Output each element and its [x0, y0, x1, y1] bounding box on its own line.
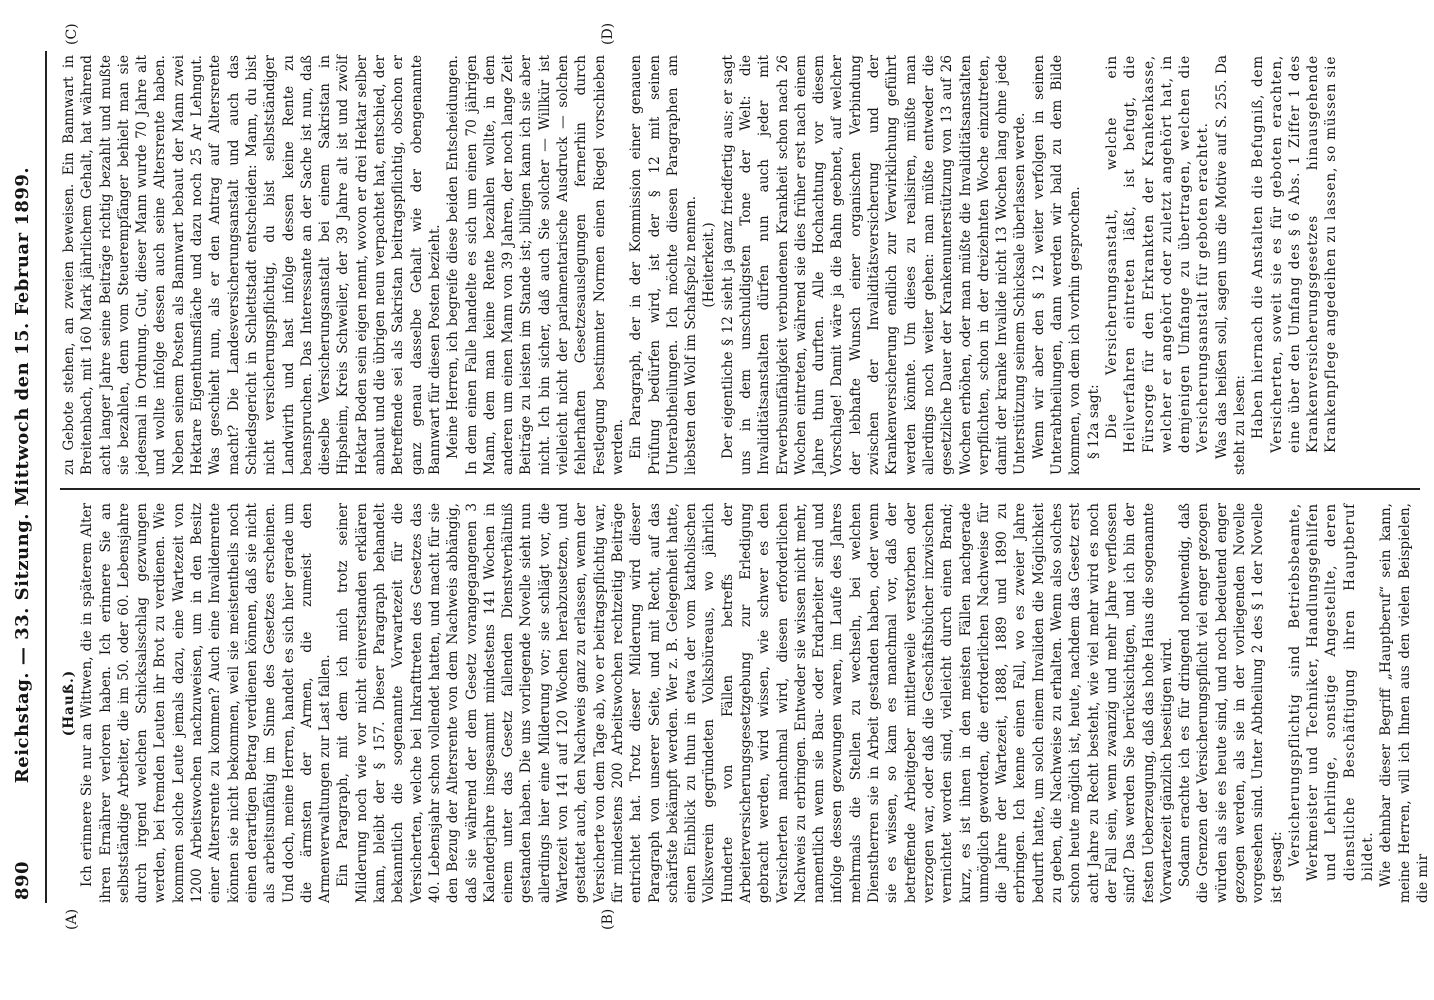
- header-rule: [45, 51, 47, 903]
- paragraph: Ein Paragraph, mit dem ich mich trotz seiner Milderung noch wie vor nicht einverstanden erklären kann, bleibt der § 157. Dieser Paragraph behandelt bekanntlich die sogenannte Vorwartezeit für die Versicherten, welche bei Inkrafttreten des Gesetzes das 40. Lebensjahr schon vollendet hatten, und macht für sie den Bezug der Altersrente von dem Nachweis abhängig, daß sie während der dem Gesetz vorangegangenen 3 Kalenderjahre insgesammt mindestens 141 Wochen in einem unter das Gesetz fallenden Dienstverhältniß gestanden haben. Die uns vorliegende Novelle sieht nun allerdings hier eine Milderung vor; sie schlägt vor, die Wartezeit von 141 auf 120 Wochen herabzusetzen, und gestattet auch, den Nachweis ganz zu erlassen, wenn der Versicherte von dem Tage ab, wo er beitragspflichtig war, für mindestens 200 Arbeitswochen rechtzeitig Beiträge entrichtet hat. Trotz dieser Milderung wird dieser Paragraph von unserer Seite, und mit Recht, auf das schärfste bekämpft werden. Wer z. B. Gelegenheit hatte, einen Einblick zu thun in etwa der vom katholischen Volksverein gegründeten Volksbüreaus, wo jährlich Hunderte von Fällen betreffs der Arbeiterversicherungsgesetzgebung zur Erledigung gebracht werden, wird wissen, wie schwer es den Versicherten manchmal wird, diesen erforderlichen Nachweis zu erbringen. Entweder sie wissen nicht mehr, namentlich wenn sie Bau- oder Erdarbeiter sind und infolge dessen gezwungen waren, im Laufe des Jahres mehrmals die Stellen zu wechseln, bei welchen Dienstherren sie in Arbeit gestanden haben, oder wenn sie es wissen, so kam es manchmal vor, daß der betreffende Arbeitgeber mittlerweile verstorben oder verzogen war, oder daß die Geschäftsbücher inzwischen vernichtet worden sind, vielleicht durch einen Brand; kurz, es ist ihnen in den meisten Fällen nachgerade unmöglich geworden, die erforderlichen Nachweise für die Jahre der Wartezeit, 1888, 1889 und 1890 zu erbringen. Ich kenne einen Fall, wo es zweier Jahre bedurft hatte, um solch einem Invaliden die Möglichkeit zu geben, die Nachweise zu erhalten. Wenn also solches schon heute möglich ist, heute, nachdem das Gesetz erst acht Jahre zu Recht besteht, wie viel mehr wird es noch der Fall sein, wenn zwanzig und mehr Jahre verflossen sind? Das werden Sie berücksichtigen, und ich bin der festen Ueberzeugung, daß das hohe Haus die sogenannte Vorwartezeit gänzlich beseitigen wird.: [335, 503, 1175, 903]
- page-header: [0, 50, 60, 900]
- speaker-label: (Hauß.): [61, 669, 77, 737]
- margin-marker-c: (C): [64, 23, 80, 45]
- left-column: [60, 503, 1431, 903]
- quoted-text: Haben hiernach die Anstalten die Befugniß, dem Versicherten, soweit sie es für geboten erachten, eine über den Umfang des § 6 Abs. 1 Ziffer 1 des Krankenversicherungsgesetzes hinausgehende Krankenpflege angedeihen zu lassen, so müssen sie: [1250, 55, 1340, 453]
- interjection: (Heiterkeit.): [701, 222, 718, 308]
- page-number: 890: [12, 860, 33, 900]
- column-divider: [60, 488, 1420, 490]
- paragraph: § 12a sagt:: [1085, 384, 1102, 459]
- paragraph: Wie dehnbar dieser Begriff „Hauptberuf“ sein kann, meine Herren, will ich Ihnen aus den vielen Beispielen, die mir: [1378, 503, 1431, 903]
- margin-marker-b: (B): [600, 908, 616, 930]
- paragraph: Ich erinnere Sie nur an Wittwen, die in späterem Alter ihren Ernährer verloren haben. Ich erinnere Sie an selbstständige Arbeiter, die im 50. oder 60. Lebensjahre durch irgend welchen Schicksalsschlag gezwungen werden, bei fremden Leuten ihr Brot zu verdienen. Wie kommen solche Leute jemals dazu, eine Wartezeit von 1200 Arbeitswochen nachzuweisen, um in den Besitz einer Altersrente zu kommen? Auch eine Invalidenrente können sie nicht bekommen, weil sie meistentheils noch einen derartigen Betrag verdienen können, daß sie nicht als arbeitsunfähig im Sinne des Gesetzes erscheinen. Und doch, meine Herren, handelt es sich hier gerade um die ärmsten der Armen, die zumeist den Armenverwaltungen zur Last fallen.: [79, 503, 334, 903]
- paragraph: Was das heißen soll, sagen uns die Motive auf S. 255. Da steht zu lesen:: [1213, 55, 1248, 475]
- quoted-text: Versicherungspflichtig sind Betriebsbeamte, Werkmeister und Techniker, Handlungsgehilfen und Lehrlinge, sonstige Angestellte, deren dienstliche Beschäftigung ihren Hauptberuf bildet.: [1286, 503, 1377, 881]
- quoted-text: Die Versicherungsanstalt, welche ein Heilverfahren eintreten läßt, ist befugt, die Fürsorge für den Erkrankten der Krankenkasse, welcher er angehört oder zuletzt angehört hat, in demjenigen Umfange zu übertragen, welchen die Versicherungsanstalt für geboten erachtet.: [1103, 55, 1212, 453]
- paragraph: Ein Paragraph, der in der Kommission einer genauen Prüfung bedürfen wird, ist der § 12 mit seinen Unterabtheilungen. Ich möchte diesen Paragraphen am liebsten den Wolf im Schafspelz nennen.: [628, 55, 700, 475]
- right-column: [60, 55, 1420, 475]
- margin-marker-d: (D): [600, 22, 616, 45]
- paragraph: Sodann erachte ich es für dringend nothwendig, daß die Grenzen der Versicherungspflicht viel enger gezogen würden als sie es heute sind, und noch bedeutend enger gezogen werden, als sie in der vorliegenden Novelle vorgesehen sind. Unter Abtheilung 2 des § 1 der Novelle ist gesagt:: [1177, 503, 1285, 903]
- paragraph: Der eigentliche § 12 sieht ja ganz friedfertig aus; er sagt uns in dem unschuldigsten Tone der Welt: die Invaliditätsanstalten dürfen nun auch jeder mit Erwerbsunfähigkeit verbundenen Krankheit schon nach 26 Wochen eintreten, während sie dies früher erst nach einem Jahre thun durften. Alle Hochachtung vor diesem Vorschlage! Damit wäre ja die Bahn geebnet, auf welcher der lebhafte Wunsch einer organischen Verbindung zwischen der Invaliditätsversicherung und der Krankenversicherung endlich zur Verwirklichung geführt werden könnte. Um dieses zu realisiren, müßte man allerdings noch weiter gehen: man müßte entweder die gesetzliche Dauer der Krankenunterstützung von 13 auf 26 Wochen erhöhen, oder man müßte die Invaliditätsanstalten verpflichten, schon in der dreizehnten Woche einzutreten, damit der kranke Invalide nicht 13 Wochen lang ohne jede Unterstützung seinem Schicksale überlassen werde.: [719, 55, 1029, 475]
- margin-marker-a: (A): [64, 908, 80, 930]
- paragraph: Wenn wir aber den § 12 weiter verfolgen in seinen Unterabtheilungen, dann werden wir bald zu dem Bilde kommen, von dem ich vorhin gesprochen.: [1030, 55, 1084, 475]
- paragraph: zu Gebote stehen, an zweien beweisen. Ein Bannwart in Breitenbach, mit 160 Mark jährlichem Gehalt, hat während acht langer Jahre seine Beiträge richtig bezahlt und mußte sie bezahlen, denn vom Steuerempfänger behielt man sie jedesmal in Ordnung. Gut, dieser Mann wurde 70 Jahre alt und wollte infolge dessen auch seine Altersrente haben. Neben seinem Posten als Bannwart bebaut der Mann zwei Hektare Eigenthumsfläche und dazu noch 25 Ar Lehngut. Was geschieht nun, als er den Antrag auf Altersrente macht? Die Landesversicherungsanstalt und auch das Schiedsgericht in Schlettstadt entscheiden: Mann, du bist nicht versicherungspflichtig, du bist selbstständiger Landwirth und hast infolge dessen keine Rente zu beanspruchen. Das Interessante an der Sache ist nun, daß dieselbe Versicherungsanstalt bei einem Sakristan in Hipsheim, Kreis Schweiler, der 39 Jahre alt ist und zwölf Hektar Boden sein eigen nennt, wovon er drei Hektar selber anbaut und die übrigen neun verpachtet hat, entschied, der Betreffende sei als Sakristan beitragspflichtig, obschon er ganz genau dasselbe Gehalt wie der obengenannte Bannwart für diesen Posten bezieht.: [61, 55, 443, 475]
- paragraph: Meine Herren, ich begreife diese beiden Entscheidungen. In dem einen Falle handelte es sich um einen 70 jährigen Mann, dem man keine Rente bezahlen wollte, in dem anderen um einen Mann von 39 Jahren, der noch lange Zeit Beiträge zu leisten im Stande ist; billigen kann ich sie aber nicht. Ich bin sicher, daß auch Sie solcher — Willkür ist vielleicht nicht der parlamentarische Ausdruck — solchen fehlerhaften Gesetzesauslegungen fernerhin durch Festlegung bestimmter Normen einen Riegel vorschieben werden.: [445, 55, 626, 475]
- page-title: Reichstag. — 33. Sitzung. Mittwoch den 15. Februar 1899.: [12, 166, 33, 784]
